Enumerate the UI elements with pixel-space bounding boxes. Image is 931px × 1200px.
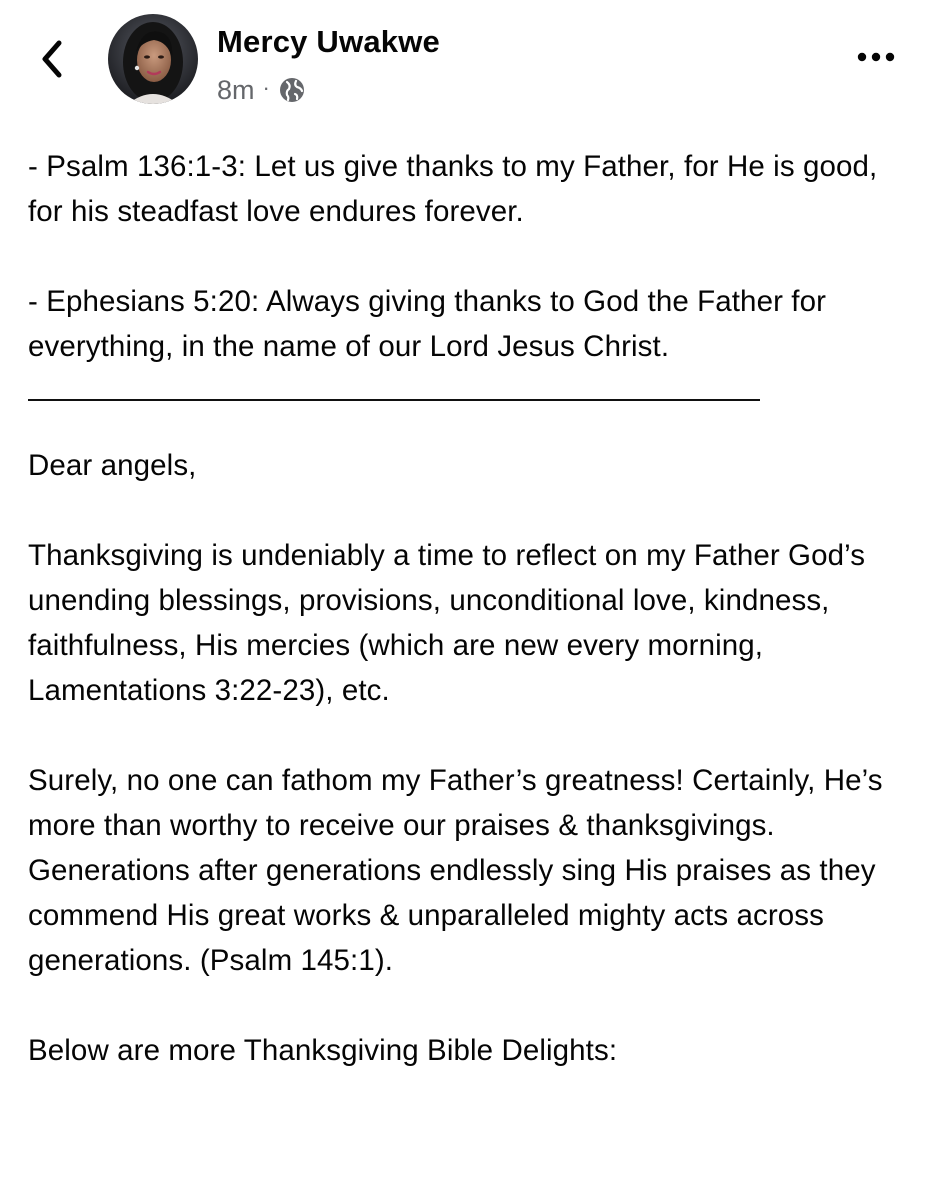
- separator-line: [28, 399, 760, 401]
- paragraph-generations: Generations after generations endlessly sing His praises as they commend His great works & unparalleled mighty acts across generations. (Psalm 145:1).: [28, 854, 876, 977]
- verse-psalm-136: - Psalm 136:1-3: Let us give thanks to my Father, for He is good, for his steadfast love endures forever.: [28, 150, 878, 228]
- meta-separator: ·: [262, 75, 270, 100]
- post-body: [28, 144, 918, 1073]
- closing-line: Below are more Thanksgiving Bible Delights:: [28, 1034, 618, 1067]
- avatar[interactable]: [108, 14, 198, 104]
- profile-photo: [108, 14, 198, 104]
- globe-icon[interactable]: [278, 76, 306, 104]
- post-header: [0, 0, 931, 130]
- post-timestamp[interactable]: 8m: [217, 74, 255, 105]
- more-options-button[interactable]: [853, 42, 899, 72]
- author-name[interactable]: Mercy Uwakwe: [217, 24, 440, 59]
- verse-ephesians-5: - Ephesians 5:20: Always giving thanks to God the Father for everything, in the name of our Lord Jesus Christ.: [28, 285, 827, 363]
- paragraph-thanksgiving: Thanksgiving is undeniably a time to reflect on my Father God’s unending blessings, provisions, unconditional love, kindness, faithfulness, His mercies (which are new every morning, Lamentations 3:22-23), etc.: [28, 539, 866, 707]
- greeting: Dear angels,: [28, 449, 197, 482]
- chevron-left-icon: [39, 39, 65, 79]
- more-horizontal-icon: [856, 51, 896, 63]
- post-meta: [217, 72, 306, 108]
- paragraph-greatness: Surely, no one can fathom my Father’s greatness! Certainly, He’s more than worthy to receive our praises & thanksgivings.: [28, 764, 883, 842]
- back-button[interactable]: [30, 36, 74, 82]
